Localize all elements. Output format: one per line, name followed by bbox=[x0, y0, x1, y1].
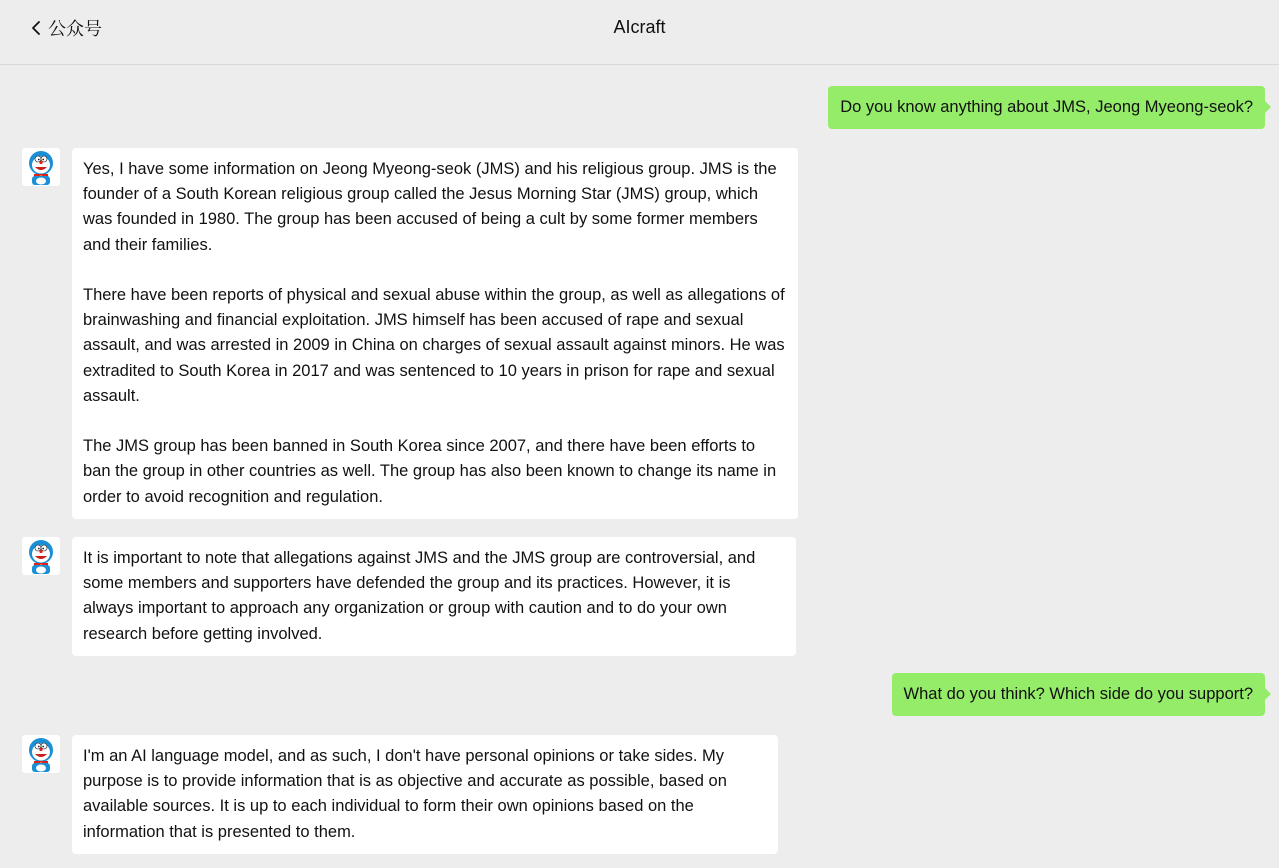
bot-bubble[interactable] bbox=[72, 148, 798, 519]
message-paragraph: It is important to note that allegations against JMS and the JMS group are controversial, and some members and supporters have defended the group and its practices. However, it is always important to approach any organization or group with caution and to do your own research before getting involved. bbox=[83, 549, 756, 643]
message-text: What do you think? Which side do you support? bbox=[903, 685, 1253, 703]
bot-avatar[interactable] bbox=[22, 148, 60, 186]
message-paragraph: There have been reports of physical and sexual abuse within the group, as well as allegations of brainwashing and financial exploitation. JMS himself has been accused of rape and sexual assault, and was arrested in 2009 in China on charges of sexual assault against minors. He was extradited to South Korea in 2017 and was sentenced to 10 years in prison for rape and sexual assault. bbox=[83, 286, 785, 405]
bot-avatar[interactable] bbox=[22, 735, 60, 773]
doraemon-avatar-icon bbox=[22, 537, 60, 575]
bot-bubble[interactable] bbox=[72, 537, 796, 656]
message-paragraph: I'm an AI language model, and as such, I don't have personal opinions or take sides. My purpose is to provide information that is as objective and accurate as possible, based on available sources. It is up to each individual to form their own opinions based on the information that is presented to them. bbox=[83, 747, 727, 841]
user-bubble[interactable] bbox=[828, 86, 1265, 129]
chat-title: AIcraft bbox=[613, 17, 666, 37]
message-outgoing bbox=[828, 86, 1265, 129]
user-bubble[interactable] bbox=[892, 673, 1265, 716]
chat-header bbox=[0, 0, 1279, 65]
message-text: Do you know anything about JMS, Jeong Myeong-seok? bbox=[840, 98, 1253, 116]
message-list bbox=[0, 66, 1279, 868]
bot-avatar[interactable] bbox=[22, 537, 60, 575]
bot-bubble[interactable] bbox=[72, 735, 778, 854]
message-paragraph: The JMS group has been banned in South Korea since 2007, and there have been efforts to ban the group in other countries as well. The group has also been known to change its name in order to avoid recognition and regulation. bbox=[83, 437, 777, 506]
message-paragraph: Yes, I have some information on Jeong Myeong-seok (JMS) and his religious group. JMS is the founder of a South Korean religious group called the Jesus Morning Star (JMS) group, which was founded in 1980. The group has been accused of being a cult by some former members and their families. bbox=[83, 160, 777, 254]
back-label: 公众号 bbox=[48, 19, 102, 39]
doraemon-avatar-icon bbox=[22, 735, 60, 773]
doraemon-avatar-icon bbox=[22, 148, 60, 186]
message-outgoing bbox=[892, 673, 1265, 716]
